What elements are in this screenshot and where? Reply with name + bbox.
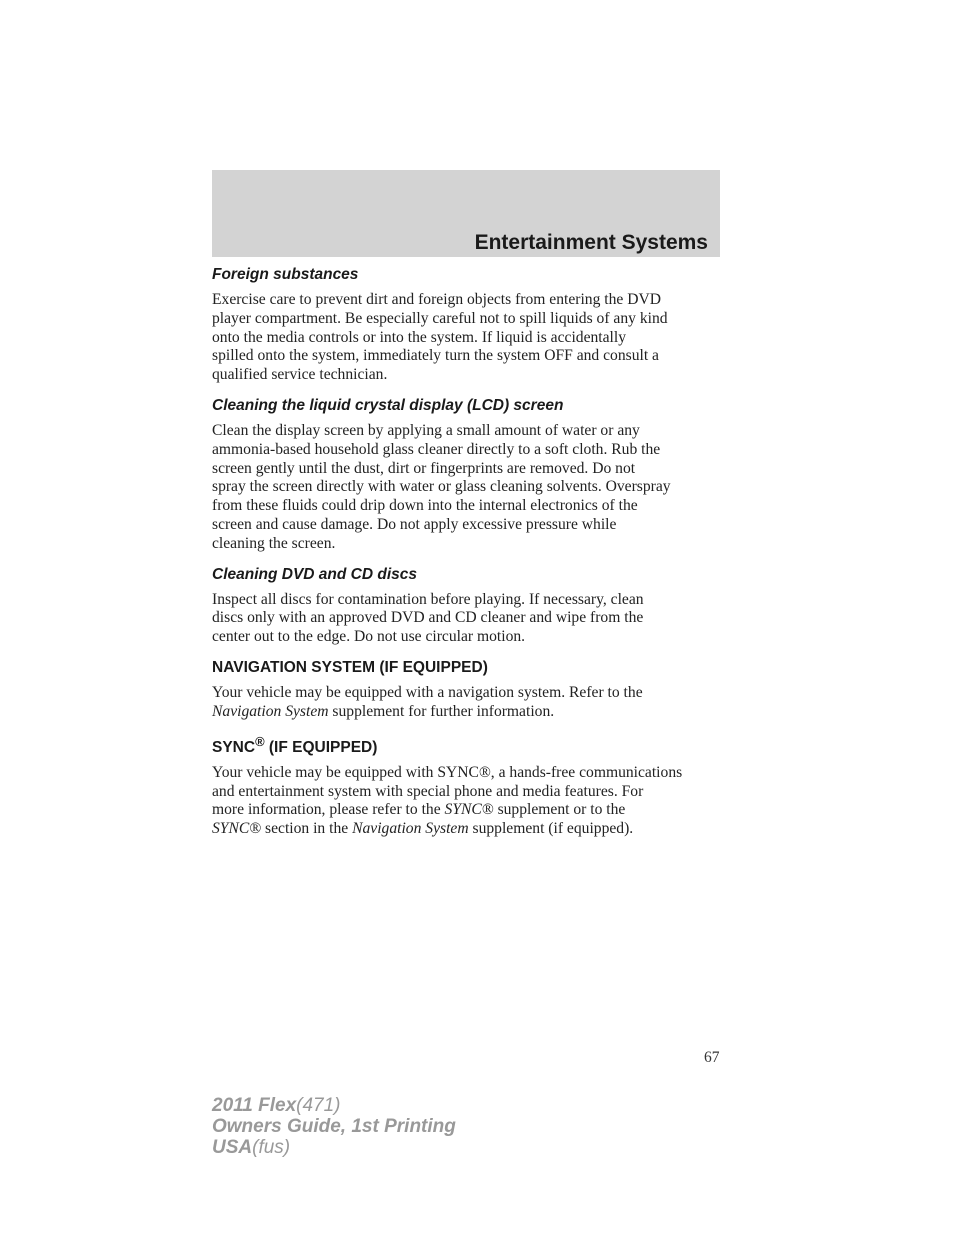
heading-foreign-substances: Foreign substances <box>212 266 359 283</box>
heading-sync-text: SYNC <box>212 738 256 756</box>
text-line <box>212 820 732 839</box>
text-line: Your vehicle may be equipped with SYNC®, a hands-free communications <box>212 763 683 781</box>
section-title: Entertainment Systems <box>474 231 708 254</box>
text-line: spray the screen directly with water or glass cleaning solvents. Overspray <box>212 478 671 496</box>
paragraph-foreign-substances <box>212 291 732 385</box>
text-line: player compartment. Be especially careful not to spill liquids of any kind <box>212 309 668 327</box>
text-line: Exercise care to prevent dirt and foreign objects from entering the DVD <box>212 291 662 308</box>
print-footer <box>212 1095 456 1158</box>
italic-reference: Navigation System <box>212 702 329 720</box>
text-fragment: more information, please refer to the <box>212 801 441 819</box>
footer-model-code: (471) <box>296 1095 341 1116</box>
heading-sync-suffix: (IF EQUIPPED) <box>264 738 378 756</box>
section-header-bar <box>212 170 720 257</box>
text-line: center out to the edge. Do not use circular motion. <box>212 628 526 646</box>
paragraph-sync <box>212 764 732 839</box>
text-line: screen and cause damage. Do not apply excessive pressure while <box>212 515 617 533</box>
footer-market-line <box>212 1137 456 1158</box>
heading-cleaning-lcd: Cleaning the liquid crystal display (LCD) screen <box>212 396 564 414</box>
heading-sync <box>212 734 732 757</box>
text-fragment: section in the <box>265 820 349 838</box>
italic-reference: Navigation System <box>352 820 469 838</box>
footer-model: 2011 Flex <box>212 1095 297 1116</box>
text-line: discs only with an approved DVD and CD cleaner and wipe from the <box>212 609 644 627</box>
footer-model-line <box>212 1095 456 1116</box>
footer-market: USA <box>212 1137 253 1158</box>
text-line: and entertainment system with special phone and media features. For <box>212 782 644 800</box>
text-line: spilled onto the system, immediately turn the system OFF and consult a <box>212 347 659 365</box>
text-line: qualified service technician. <box>212 366 388 384</box>
italic-reference: SYNC® <box>212 820 262 838</box>
page-content <box>212 266 732 851</box>
paragraph-cleaning-lcd <box>212 422 732 554</box>
footer-guide-line <box>212 1116 456 1137</box>
italic-reference: SYNC® <box>444 801 494 819</box>
text-line: ammonia-based household glass cleaner directly to a soft cloth. Rub the <box>212 440 661 458</box>
text-fragment: supplement or to the <box>497 801 626 819</box>
heading-navigation-system: NAVIGATION SYSTEM (IF EQUIPPED) <box>212 658 488 676</box>
text-line: Clean the display screen by applying a small amount of water or any <box>212 421 640 439</box>
text-line: onto the media controls or into the system. If liquid is accidentally <box>212 328 627 346</box>
text-line: from these fluids could drip down into the internal electronics of the <box>212 497 638 515</box>
text-line: cleaning the screen. <box>212 534 336 552</box>
paragraph-navigation-system <box>212 684 732 722</box>
text-fragment: supplement (if equipped). <box>472 820 634 838</box>
footer-guide: Owners Guide, 1st Printing <box>212 1116 456 1137</box>
heading-cleaning-discs: Cleaning DVD and CD discs <box>212 565 417 583</box>
paragraph-cleaning-discs <box>212 591 732 647</box>
footer-market-code: (fus) <box>252 1137 291 1158</box>
text-line: Your vehicle may be equipped with a navigation system. Refer to the <box>212 683 643 701</box>
page-number: 67 <box>704 1049 720 1066</box>
text-line <box>212 703 732 722</box>
registered-mark: ® <box>255 733 265 749</box>
text-fragment: supplement for further information. <box>332 702 555 720</box>
text-line <box>212 801 732 820</box>
text-line: screen gently until the dust, dirt or fingerprints are removed. Do not <box>212 459 636 477</box>
text-line: Inspect all discs for contamination before playing. If necessary, clean <box>212 590 644 608</box>
